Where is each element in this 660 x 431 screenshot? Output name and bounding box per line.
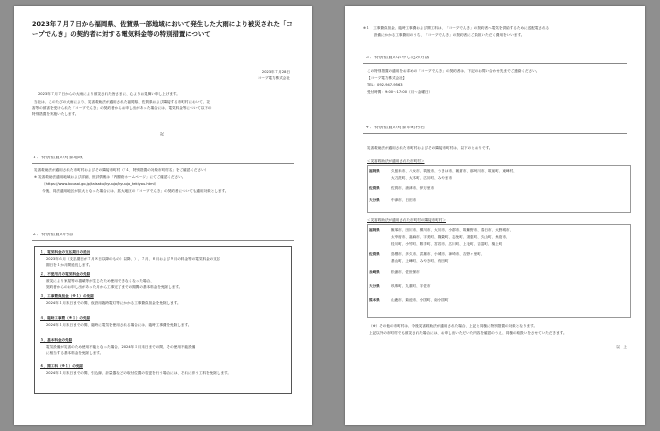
applied-municipalities-heading: ＜災害救助法が適用された市町村＞ [367, 159, 425, 163]
measure-6-title: ６．開工料（※１）の免除 [40, 364, 84, 368]
contact-phone: TEL：092-947-9563 [367, 83, 403, 87]
measure-3-detail-1: 2024年１月末日までの間、仮設用臨時電灯等にかかる工事費負担金を免除します。 [46, 301, 181, 305]
section-3-heading: ３．特別措置のお申し込み方法 [365, 56, 430, 60]
adjacent-pref-4-line-1: 玖珠町、九重町、宇佐市 [391, 284, 431, 288]
measure-1-detail-2: 期日を１か月間延長します。 [46, 263, 93, 267]
measure-5-detail-2: に相当する基本料金を免除します。 [46, 351, 104, 355]
section-2-rule [32, 240, 294, 241]
measure-5-title: ５．基本料金の免除 [40, 338, 73, 342]
measure-5-detail-1: 電気設備が災害のため使用不能となった場合、2024年１月末日までの間、その使用不能設備 [46, 345, 196, 349]
section-4-heading: ４．特別措置の対象市町村名 [365, 126, 425, 130]
adjacent-pref-4: 大分県 [369, 284, 380, 288]
intro-line-1: 2023年７月７日からの大雨により被災された皆さまに、心よりお見舞い申し上げます。 [38, 92, 180, 96]
measure-3-title: ３．工事費負担金（※１）の免除 [40, 294, 94, 298]
section-3-line-1: この特別措置の適用をお求めの「コープでんき」の契約者は、下記のお問い合わせ先までご連絡ください。 [367, 69, 540, 73]
section-2-heading: ２．特別措置の内容 [32, 233, 74, 237]
issue-date: 2023年７月28日 [261, 70, 290, 74]
measure-2-detail-2: 契約者からのお申し出があった月から工事完了までの期間の基本料金を免除します。 [46, 285, 183, 289]
applied-pref-3-line-1: 中津市、日田市 [391, 198, 417, 202]
adjacent-pref-2: 佐賀県 [369, 252, 380, 256]
measure-1-detail-1: 2023年６月（支払期日が７月８日以降のもの）以降、）、７月、８月および９月の料金等の電気料金の支払 [46, 257, 221, 261]
contact-org: 【コープ電力株式会社】 [367, 76, 407, 80]
measure-4-title: ４．臨時工事費（※１）の免除 [40, 316, 91, 320]
adjacent-pref-1-line-3: 桂川町、小竹町、鞍手町、宮若市、広川町、上毛町、吉富町、築上町 [391, 242, 503, 246]
section-1-rule [32, 163, 294, 164]
intro-line-3: 害等の被害を受けられた「コープでんき」の契約者からお申し出があった場合には、電気料金等について以下の [32, 106, 212, 110]
intro-line-2: 当社は、このたびの大雨により、災害救助法が適用された福岡県、佐賀県および隣接する市町村において、災 [34, 100, 211, 104]
issuer-name: コープ電力株式会社 [257, 76, 290, 80]
measure-4-detail-1: 2024年１月末日までの間、臨時に電気を使用される場合には、臨時工事費を免除します。 [46, 323, 192, 327]
applied-pref-1: 福岡県 [369, 169, 380, 173]
section-1-line-1: 災害救助法が適用された市町村およびその隣接市町村（「４．特別措置の対象市町村名」をご確認ください） [34, 168, 209, 172]
ki-mark: 記 [160, 132, 164, 136]
adjacent-pref-3-line-1: 松浦市、佐世保市 [391, 270, 420, 274]
adjacent-pref-5: 熊本県 [369, 298, 380, 302]
adjacent-pref-2-line-2: 基山町、上峰町、みやき町、有田町 [391, 259, 449, 263]
measure-2-detail-1: 被災により家屋等の損壊等が生じたため使用できなくなった場合、 [46, 279, 154, 283]
section-4-rule [363, 133, 627, 134]
contact-hours: 受付時間：9:00～17:00（月～金曜日） [367, 90, 433, 94]
section-4-line-1: 災害救助法が適用された市町村およびその隣接市町村は、以下のとおりです。 [367, 146, 493, 150]
section-1-heading: １．特別措置の対象地域 [32, 156, 83, 160]
adjacent-municipalities-heading: ＜災害救助法が適用された市町村の隣接市町村＞ [367, 218, 447, 222]
section-1-line-4: 今後、同法適用地区が拡大となった場合には、拡大地区の「コープでんき」の契約者についても適用対象とします。 [42, 189, 229, 193]
document-page-2 [345, 6, 645, 425]
applied-pref-1-line-1: 久留米市、八女市、筑後市、うきは市、朝倉市、那珂川市、筑前町、東峰村、 [391, 169, 517, 173]
adjacent-pref-2-line-1: 鳥栖市、多久市、武雄市、小城市、神埼市、吉野ヶ里町、 [391, 252, 485, 256]
note-1-line-1: ※１ 工事費負担金、臨時工事費および開工料は、「コープでんき」の契約者へ電気を供給するために送配電される [363, 26, 550, 30]
adjacent-pref-3: 長崎県 [369, 270, 380, 274]
adjacent-pref-1-line-1: 飯塚市、田川市、柳川市、大川市、小郡市、筑紫野市、春日市、大野城市、 [391, 228, 514, 232]
note-2-line-1: （※）その他の市町村は、今後災害救助法が適用された場合、上記と同様に特別措置の対象となります。 [369, 324, 538, 328]
adjacent-pref-5-line-1: 山鹿市、菊池市、小国町、南小国町 [391, 298, 449, 302]
measure-1-title: １．電気料金の支払期日の延長 [40, 250, 91, 254]
note-2-line-2: 上記以外の市町村でも被災された場合には、お申し出いただいた内容を確認のうえ、同様の取扱いをさせていただきます。 [369, 331, 567, 335]
end-mark: 以 上 [616, 345, 627, 349]
document-page-1 [14, 6, 312, 425]
applied-pref-2: 佐賀県 [369, 186, 380, 190]
adjacent-pref-1-line-2: 太宰府市、嘉麻市、宇美町、篠栗町、志免町、須恵町、久山町、糸島市、 [391, 235, 510, 239]
measure-2-title: ２．不使用月の電気料金の免除 [40, 272, 91, 276]
section-1-line-3: （https://www.bousai.go.jp/taisaku/kyuujo/kyuujo_tekiyou.html） [42, 182, 159, 186]
note-1-line-2: 設備にかかる工事費用のうち、「コープでんき」の契約者にご負担いただく費用をいいます。 [363, 33, 525, 37]
section-3-rule [363, 63, 627, 64]
document-title: 2023年７月７日から福岡県、佐賀県一部地域において発生した大雨により被災された「コープでんき」の契約者に対する電気料金等の特別措置について [32, 20, 293, 38]
measure-6-detail-1: 2024年１月末日までの間、引込線、計量器などの取付位置の変更を行う場合には、それに伴う工料を免除します。 [46, 371, 231, 375]
section-1-line-2: ※ 災害救助法適用地域および詳細、世評情報は「内閣府ホームページ」にてご確認ください。 [34, 175, 186, 179]
adjacent-pref-1: 福岡県 [369, 228, 380, 232]
applied-pref-1-line-2: 大刀洗町、大木町、広川町、みやま市 [391, 176, 453, 180]
applied-pref-2-line-1: 佐賀市、唐津市、伊万里市 [391, 186, 435, 190]
applied-pref-3: 大分県 [369, 198, 380, 202]
intro-line-4: 特別措置を実施いたします。 [32, 112, 79, 116]
